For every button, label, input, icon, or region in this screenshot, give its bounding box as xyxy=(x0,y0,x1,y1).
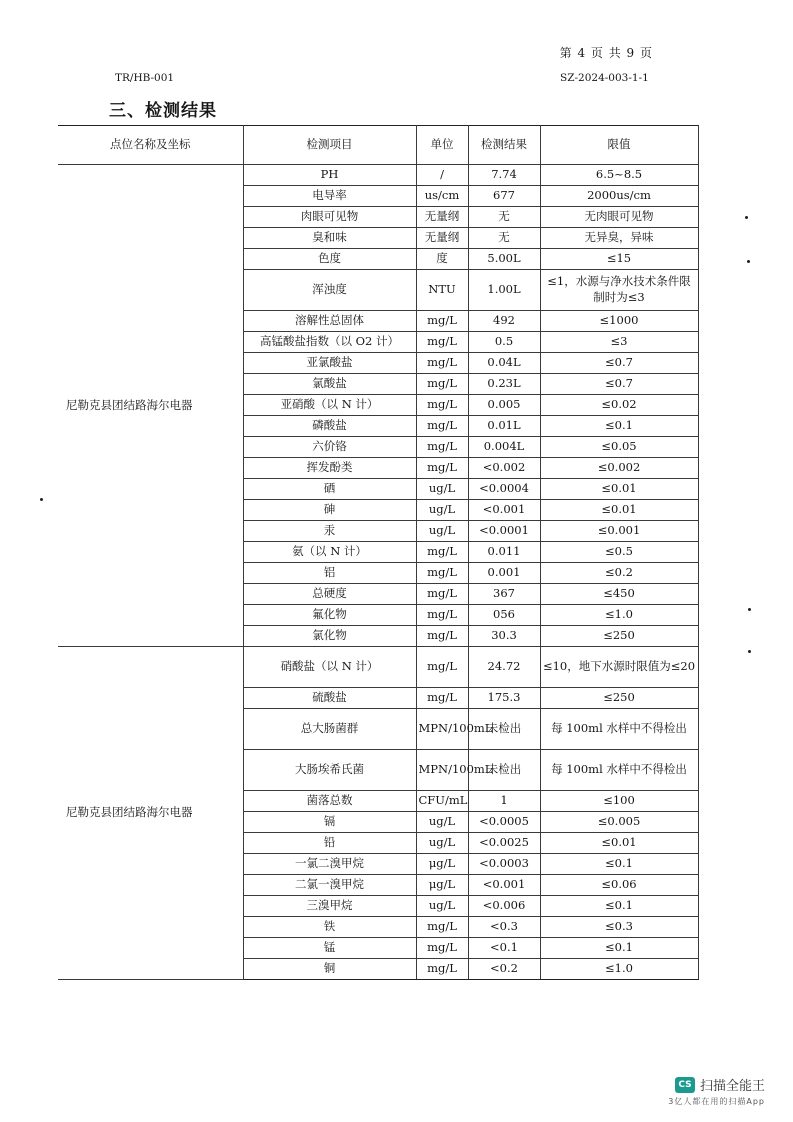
result-cell: 无 xyxy=(468,228,540,249)
page-marker: 第 4 页 共 9 页 xyxy=(559,46,653,60)
table-row xyxy=(58,165,698,186)
table-header-row xyxy=(58,126,698,165)
section-title: 三、检测结果 xyxy=(109,101,217,121)
limit-cell: ≤0.001 xyxy=(540,521,698,542)
result-cell: 30.3 xyxy=(468,626,540,647)
limit-cell: ≤0.002 xyxy=(540,458,698,479)
item-cell: 氯化物 xyxy=(243,626,416,647)
unit-cell: mg/L xyxy=(416,542,468,563)
results-table xyxy=(58,125,699,980)
unit-cell: mg/L xyxy=(416,437,468,458)
result-cell: <0.002 xyxy=(468,458,540,479)
unit-cell: mg/L xyxy=(416,311,468,332)
table-body xyxy=(58,165,698,980)
unit-cell: mg/L xyxy=(416,647,468,688)
result-cell: 677 xyxy=(468,186,540,207)
unit-cell: 无量纲 xyxy=(416,207,468,228)
result-cell: <0.3 xyxy=(468,917,540,938)
result-cell: <0.0005 xyxy=(468,812,540,833)
unit-cell: mg/L xyxy=(416,563,468,584)
unit-cell: μg/L xyxy=(416,875,468,896)
limit-cell: ≤0.06 xyxy=(540,875,698,896)
unit-cell: ug/L xyxy=(416,479,468,500)
unit-cell: mg/L xyxy=(416,959,468,980)
item-cell: 总硬度 xyxy=(243,584,416,605)
document-code: TR/HB-001 xyxy=(115,72,175,84)
limit-cell: ≤0.7 xyxy=(540,353,698,374)
limit-cell: ≤0.01 xyxy=(540,833,698,854)
item-cell: 氯酸盐 xyxy=(243,374,416,395)
result-cell: <0.006 xyxy=(468,896,540,917)
item-cell: 菌落总数 xyxy=(243,791,416,812)
column-header-result: 检测结果 xyxy=(468,126,540,165)
result-cell: 175.3 xyxy=(468,688,540,709)
item-cell: 一氯二溴甲烷 xyxy=(243,854,416,875)
item-cell: 高锰酸盐指数（以 O2 计） xyxy=(243,332,416,353)
item-cell: 氟化物 xyxy=(243,605,416,626)
item-cell: 大肠埃希氏菌 xyxy=(243,750,416,791)
unit-cell: mg/L xyxy=(416,605,468,626)
item-cell: 氨（以 N 计） xyxy=(243,542,416,563)
item-cell: 三溴甲烷 xyxy=(243,896,416,917)
item-cell: 臭和味 xyxy=(243,228,416,249)
limit-cell: ≤0.01 xyxy=(540,479,698,500)
result-cell: 未检出 xyxy=(468,750,540,791)
item-cell: 浑浊度 xyxy=(243,270,416,311)
limit-cell: ≤0.05 xyxy=(540,437,698,458)
item-cell: 硝酸盐（以 N 计） xyxy=(243,647,416,688)
limit-cell: ≤0.02 xyxy=(540,395,698,416)
limit-cell: 2000us/cm xyxy=(540,186,698,207)
unit-cell: ug/L xyxy=(416,896,468,917)
item-cell: 汞 xyxy=(243,521,416,542)
limit-cell: 每 100ml 水样中不得检出 xyxy=(540,709,698,750)
unit-cell: us/cm xyxy=(416,186,468,207)
item-cell: 总大肠菌群 xyxy=(243,709,416,750)
item-cell: 六价铬 xyxy=(243,437,416,458)
result-cell: 0.5 xyxy=(468,332,540,353)
scan-speck xyxy=(745,216,748,219)
limit-cell: ≤0.01 xyxy=(540,500,698,521)
result-cell: 1.00L xyxy=(468,270,540,311)
watermark-app-name: 扫描全能王 xyxy=(699,1079,765,1094)
result-cell: 24.72 xyxy=(468,647,540,688)
limit-cell: ≤0.1 xyxy=(540,938,698,959)
limit-cell: 无异臭，异味 xyxy=(540,228,698,249)
unit-cell: MPN/100mL xyxy=(416,750,468,791)
scan-speck xyxy=(748,650,751,653)
result-cell: 0.005 xyxy=(468,395,540,416)
item-cell: 二氯一溴甲烷 xyxy=(243,875,416,896)
item-cell: 锰 xyxy=(243,938,416,959)
limit-cell: ≤0.005 xyxy=(540,812,698,833)
limit-cell: ≤3 xyxy=(540,332,698,353)
unit-cell: mg/L xyxy=(416,332,468,353)
result-cell: <0.0004 xyxy=(468,479,540,500)
result-cell: 0.001 xyxy=(468,563,540,584)
limit-cell: ≤1，水源与净水技术条件限制时为≤3 xyxy=(540,270,698,311)
item-cell: 铁 xyxy=(243,917,416,938)
unit-cell: MPN/100mL xyxy=(416,709,468,750)
site-name-cell: 尼勒克县团结路海尔电器 xyxy=(58,647,243,980)
unit-cell: mg/L xyxy=(416,626,468,647)
limit-cell: ≤0.2 xyxy=(540,563,698,584)
unit-cell: μg/L xyxy=(416,854,468,875)
unit-cell: mg/L xyxy=(416,395,468,416)
unit-cell: ug/L xyxy=(416,521,468,542)
limit-cell: ≤0.7 xyxy=(540,374,698,395)
unit-cell: mg/L xyxy=(416,416,468,437)
limit-cell: 无肉眼可见物 xyxy=(540,207,698,228)
column-header-limit: 限值 xyxy=(540,126,698,165)
limit-cell: ≤1.0 xyxy=(540,605,698,626)
scanner-watermark xyxy=(668,1075,765,1107)
item-cell: 铜 xyxy=(243,959,416,980)
scan-speck xyxy=(40,498,43,501)
item-cell: 硒 xyxy=(243,479,416,500)
item-cell: 砷 xyxy=(243,500,416,521)
result-cell: 0.04L xyxy=(468,353,540,374)
scan-speck xyxy=(747,260,750,263)
result-cell: <0.0003 xyxy=(468,854,540,875)
scan-speck xyxy=(748,608,751,611)
camscanner-logo-icon: CS xyxy=(675,1077,695,1093)
result-cell: 无 xyxy=(468,207,540,228)
unit-cell: mg/L xyxy=(416,353,468,374)
result-cell: 0.01L xyxy=(468,416,540,437)
table-row xyxy=(58,647,698,688)
item-cell: 磷酸盐 xyxy=(243,416,416,437)
item-cell: 溶解性总固体 xyxy=(243,311,416,332)
limit-cell: ≤250 xyxy=(540,626,698,647)
limit-cell: ≤450 xyxy=(540,584,698,605)
item-cell: PH xyxy=(243,165,416,186)
result-cell: 0.23L xyxy=(468,374,540,395)
unit-cell: mg/L xyxy=(416,688,468,709)
item-cell: 亚硝酸（以 N 计） xyxy=(243,395,416,416)
unit-cell: / xyxy=(416,165,468,186)
limit-cell: ≤10，地下水源时限值为≤20 xyxy=(540,647,698,688)
result-cell: <0.0025 xyxy=(468,833,540,854)
report-number: SZ-2024-003-1-1 xyxy=(560,72,649,84)
limit-cell: ≤15 xyxy=(540,249,698,270)
unit-cell: mg/L xyxy=(416,374,468,395)
item-cell: 镉 xyxy=(243,812,416,833)
result-cell: 7.74 xyxy=(468,165,540,186)
item-cell: 硫酸盐 xyxy=(243,688,416,709)
limit-cell: 每 100ml 水样中不得检出 xyxy=(540,750,698,791)
column-header-item: 检测项目 xyxy=(243,126,416,165)
item-cell: 肉眼可见物 xyxy=(243,207,416,228)
unit-cell: 度 xyxy=(416,249,468,270)
column-header-unit: 单位 xyxy=(416,126,468,165)
unit-cell: ug/L xyxy=(416,812,468,833)
result-cell: 492 xyxy=(468,311,540,332)
result-cell: <0.2 xyxy=(468,959,540,980)
limit-cell: ≤1.0 xyxy=(540,959,698,980)
unit-cell: CFU/mL xyxy=(416,791,468,812)
unit-cell: mg/L xyxy=(416,584,468,605)
item-cell: 铅 xyxy=(243,833,416,854)
unit-cell: ug/L xyxy=(416,833,468,854)
result-cell: <0.0001 xyxy=(468,521,540,542)
result-cell: <0.1 xyxy=(468,938,540,959)
result-cell: 未检出 xyxy=(468,709,540,750)
column-header-site: 点位名称及坐标 xyxy=(58,126,243,165)
unit-cell: NTU xyxy=(416,270,468,311)
item-cell: 铝 xyxy=(243,563,416,584)
limit-cell: ≤0.1 xyxy=(540,416,698,437)
limit-cell: ≤0.1 xyxy=(540,896,698,917)
unit-cell: mg/L xyxy=(416,458,468,479)
result-cell: 367 xyxy=(468,584,540,605)
result-cell: <0.001 xyxy=(468,500,540,521)
limit-cell: 6.5~8.5 xyxy=(540,165,698,186)
unit-cell: mg/L xyxy=(416,938,468,959)
item-cell: 挥发酚类 xyxy=(243,458,416,479)
limit-cell: ≤250 xyxy=(540,688,698,709)
result-cell: <0.001 xyxy=(468,875,540,896)
unit-cell: 无量纲 xyxy=(416,228,468,249)
limit-cell: ≤1000 xyxy=(540,311,698,332)
limit-cell: ≤0.5 xyxy=(540,542,698,563)
unit-cell: ug/L xyxy=(416,500,468,521)
item-cell: 亚氯酸盐 xyxy=(243,353,416,374)
limit-cell: ≤0.3 xyxy=(540,917,698,938)
limit-cell: ≤0.1 xyxy=(540,854,698,875)
result-cell: 0.011 xyxy=(468,542,540,563)
item-cell: 电导率 xyxy=(243,186,416,207)
result-cell: 0.004L xyxy=(468,437,540,458)
result-cell: 5.00L xyxy=(468,249,540,270)
item-cell: 色度 xyxy=(243,249,416,270)
result-cell: 056 xyxy=(468,605,540,626)
limit-cell: ≤100 xyxy=(540,791,698,812)
watermark-slogan: 3亿人都在用的扫描App xyxy=(668,1097,765,1106)
unit-cell: mg/L xyxy=(416,917,468,938)
site-name-cell: 尼勒克县团结路海尔电器 xyxy=(58,165,243,647)
result-cell: 1 xyxy=(468,791,540,812)
